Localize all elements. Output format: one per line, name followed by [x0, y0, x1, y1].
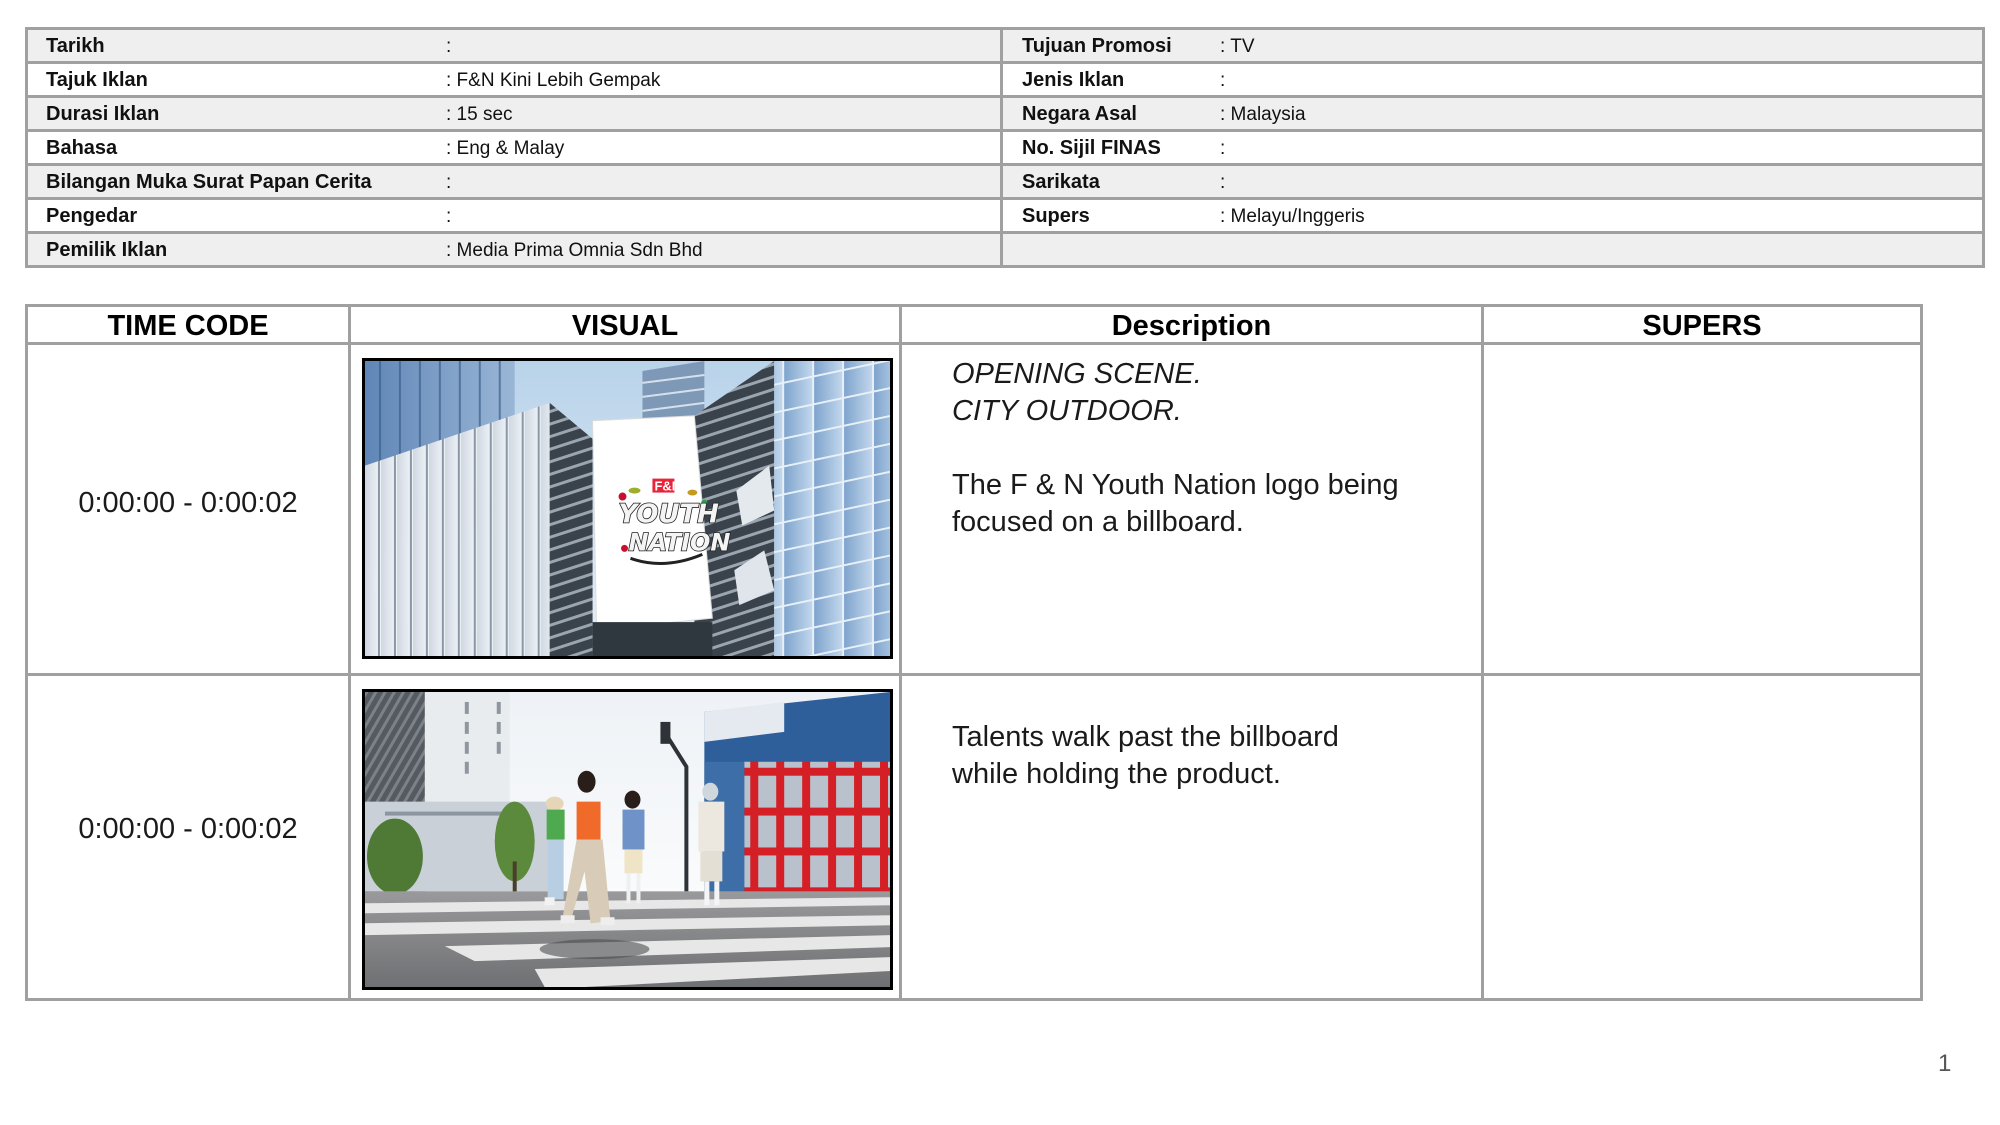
info-label: No. Sijil FINAS: [1022, 137, 1161, 159]
info-row: [28, 30, 1982, 64]
info-value: : F&N Kini Lebih Gempak: [446, 70, 661, 91]
info-row: [28, 200, 1982, 234]
info-value: : Malaysia: [1220, 104, 1306, 125]
city-billboard-image: [365, 361, 890, 656]
header-description: Description: [1111, 310, 1272, 342]
info-value: :: [446, 36, 452, 57]
svg-text:YOUTH: YOUTH: [618, 499, 719, 530]
info-row: [28, 132, 1982, 166]
info-label: Negara Asal: [1022, 103, 1137, 125]
info-value: : 15 sec: [446, 104, 513, 125]
info-value: :: [1220, 70, 1226, 91]
visual-frame-street-crossing: [362, 689, 893, 990]
info-row: [28, 64, 1982, 98]
info-label: Tarikh: [46, 35, 105, 57]
info-row: [28, 98, 1982, 132]
info-label: Supers: [1022, 205, 1090, 227]
info-value: : Melayu/Inggeris: [1220, 206, 1365, 227]
info-label: Jenis Iklan: [1022, 69, 1125, 91]
description-text: The F & N Youth Nation logo being: [952, 469, 1399, 501]
description-scene: OPENING SCENE.: [952, 358, 1202, 390]
talents-crossing-image: [365, 692, 890, 987]
header-time-code: TIME CODE: [107, 310, 269, 342]
supers-cell: [1484, 676, 1920, 998]
info-label: Bilangan Muka Surat Papan Cerita: [46, 171, 372, 193]
description-cell: [952, 356, 1399, 541]
info-label: Bahasa: [46, 137, 118, 159]
info-value: : TV: [1220, 36, 1255, 57]
info-row: [28, 234, 1982, 265]
visual-frame-city-billboard: [362, 358, 893, 659]
info-label: Tajuk Iklan: [46, 69, 148, 91]
description-text: while holding the product.: [952, 758, 1281, 790]
info-value: : Eng & Malay: [446, 138, 565, 159]
info-value: : Media Prima Omnia Sdn Bhd: [446, 240, 703, 261]
svg-text:NATION: NATION: [628, 528, 731, 557]
supers-cell: [1484, 345, 1920, 673]
info-value: :: [446, 206, 452, 227]
header-supers: SUPERS: [1642, 310, 1762, 342]
page-number: 1: [1938, 1050, 1952, 1077]
info-label: Pemilik Iklan: [46, 239, 168, 261]
description-location: CITY OUTDOOR.: [952, 395, 1182, 427]
info-label: Durasi Iklan: [46, 103, 160, 125]
svg-text:F&N: F&N: [654, 478, 682, 494]
info-value: :: [446, 172, 452, 193]
time-code: 0:00:00 - 0:00:02: [78, 813, 298, 845]
description-text: Talents walk past the billboard: [952, 721, 1339, 753]
column-divider: [899, 307, 902, 998]
column-divider: [1000, 30, 1003, 265]
info-value: :: [1220, 138, 1226, 159]
column-divider: [348, 307, 351, 998]
info-value: :: [1220, 172, 1226, 193]
header-visual: VISUAL: [571, 310, 679, 342]
info-label: Tujuan Promosi: [1022, 35, 1172, 57]
description-text: focused on a billboard.: [952, 506, 1244, 538]
info-label: Pengedar: [46, 205, 138, 227]
info-label: Sarikata: [1022, 171, 1100, 193]
time-code: 0:00:00 - 0:00:02: [78, 487, 298, 519]
ad-info-table: [25, 27, 1985, 268]
info-row: [28, 166, 1982, 200]
storyboard-table: [25, 304, 1923, 1001]
description-cell: [952, 719, 1339, 793]
